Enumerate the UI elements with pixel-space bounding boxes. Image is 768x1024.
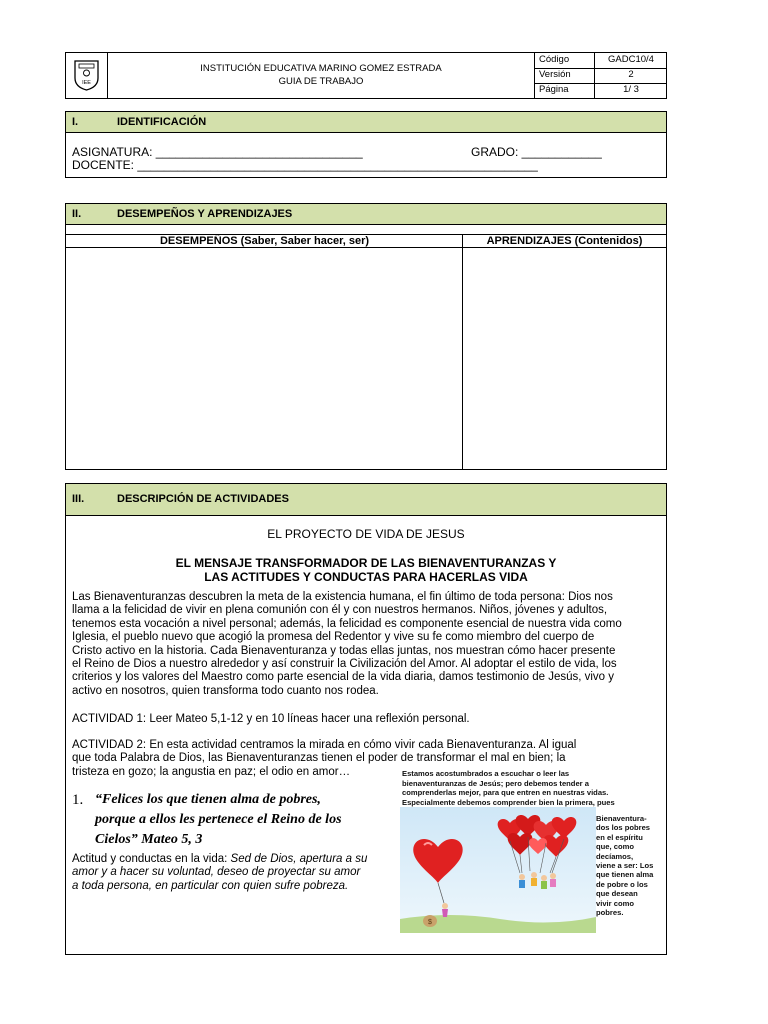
side-line: pobres. <box>596 908 624 918</box>
paragraph-line: activo en nosotros, quien transforma todo cuanto nos rodea. <box>72 684 379 697</box>
school-logo <box>73 58 100 91</box>
paragraph-line: tenemos esta vocación a nivel personal; además, la felicidad es componente esencial de nuestra vida como <box>72 617 622 630</box>
meta-value: 1/ 3 <box>623 84 639 95</box>
paragraph-line: Iglesia, el pueblo nuevo que acogió la promesa del Redentor y vive su fe como miembro del cuerpo de <box>72 631 595 644</box>
logo-cell <box>66 53 108 98</box>
section-number: I. <box>72 116 79 128</box>
side-line: vivir como <box>596 898 634 908</box>
section-actividades <box>65 483 667 955</box>
document-type: GUIA DE TRABAJO <box>278 76 364 87</box>
institution-name: INSTITUCIÓN EDUCATIVA MARINO GOMEZ ESTRADA <box>200 63 442 74</box>
beatitude-quote-line: Cielos” Mateo 5, 3 <box>95 832 203 847</box>
side-line: Bienaventura- <box>596 814 647 823</box>
meta-key: Versión <box>535 68 595 83</box>
paragraph-line: criterios y los valores del Maestro como parte esencial de la vida diaria, damos testimonio de Jesús, vivo y <box>72 671 615 684</box>
meta-row-code <box>535 53 667 69</box>
section-title: DESCRIPCIÓN DE ACTIVIDADES <box>117 493 289 505</box>
illustration-side-text <box>596 814 658 917</box>
section-header <box>66 484 666 516</box>
caption-line: Especialmente debemos comprender bien la primera, pues <box>402 797 615 807</box>
side-line: de pobre o los <box>596 879 648 889</box>
paragraph-line: tristeza en gozo; la angustia en paz; el odio en amor… <box>72 765 351 778</box>
paragraph-line: llama a la felicidad de vivir en plena comunión con él y con nuestros hermanos. Niños, jóvenes y adultos, <box>72 604 608 617</box>
svg-text:$: $ <box>428 919 432 926</box>
desempenos-cell[interactable] <box>66 248 462 469</box>
section-header <box>66 204 666 225</box>
side-line: que, como <box>596 842 634 852</box>
desempenos-column-header: DESEMPEÑOS (Saber, Saber hacer, ser) <box>66 234 463 248</box>
side-line: que desean <box>596 889 638 899</box>
caption-line: comprenderlas mejor, para que entren en nuestras vidas. <box>402 788 609 798</box>
meta-key: Página <box>535 83 595 98</box>
conduct-line: amor y a hacer su voluntad, deseo de proyectar su amor <box>72 866 361 879</box>
section-number: II. <box>72 208 82 220</box>
side-line: dos los pobres <box>596 823 651 833</box>
paragraph-line: el Reino de Dios a nuestro alrededor y así construir la Civilización del Amor. Al adoptar el estilo de vida, los <box>72 658 617 670</box>
paragraph-line: que toda Palabra de Dios, las Bienaventuranzas tienen el poder de transformar el mal en bien; la <box>72 752 566 765</box>
aprendizajes-cell[interactable] <box>463 248 666 469</box>
balloons-illustration <box>400 769 658 933</box>
beatitude-quote-line: “Felices los que tienen alma de pobres, <box>95 792 321 807</box>
section-desempenos <box>65 203 667 470</box>
heading-line-1: EL MENSAJE TRANSFORMADOR DE LAS BIENAVENTURANZAS Y <box>175 556 557 570</box>
conduct-line: a toda persona, en particular con quien sufre pobreza. <box>72 879 349 892</box>
section-identificacion <box>65 111 667 178</box>
side-line: viene a ser: Los <box>596 861 654 871</box>
beatitude-quote-line: porque a ellos les pertenece el Reino de los <box>95 812 342 827</box>
paragraph-line: Cristo activo en la historia. Cada Bienaventuranza y todas ellas juntas, nos muestran cómo hacer presente <box>72 644 616 657</box>
document-meta-table <box>534 53 667 98</box>
conduct-label: Actitud y conductas en la vida: <box>72 853 231 865</box>
svg-text:IEE: IEE <box>82 80 91 86</box>
person <box>442 903 448 909</box>
caption-line: Estamos acostumbrados a escuchar o leer las <box>402 769 570 778</box>
section-title: DESEMPEÑOS Y APRENDIZAJES <box>117 208 293 220</box>
caption-line: bienaventuranzas de Jesús; pero debemos tender a <box>402 778 589 788</box>
paragraph-line: ACTIVIDAD 2: En esta actividad centramos la mirada en cómo vivir cada Bienaventuranza. Al igual <box>72 739 577 751</box>
side-line: decíamos, <box>596 851 634 861</box>
side-line: en el espíritu <box>596 832 643 842</box>
activity-subtitle: EL PROYECTO DE VIDA DE JESUS <box>267 527 465 541</box>
docente-field[interactable]: DOCENTE: ____________________________________________________________ <box>72 158 538 172</box>
asignatura-field[interactable]: ASIGNATURA: _______________________________ <box>72 145 363 159</box>
conduct-text: Sed de Dios, apertura a su <box>230 853 368 865</box>
meta-key: Código <box>535 53 595 68</box>
meta-row-version <box>535 68 667 84</box>
grado-field[interactable]: GRADO: ____________ <box>471 145 602 159</box>
side-line: que tienen alma <box>596 870 654 880</box>
activity-1: ACTIVIDAD 1: Leer Mateo 5,1-12 y en 10 líneas hacer una reflexión personal. <box>72 713 470 725</box>
section-number: III. <box>72 493 85 505</box>
section-header <box>66 112 666 133</box>
institution-block <box>108 53 534 98</box>
meta-value: 2 <box>628 69 634 80</box>
meta-value: GADC10/4 <box>608 54 654 65</box>
document-header <box>65 52 667 99</box>
conduct-line <box>72 853 367 866</box>
heading-line-2: LAS ACTITUDES Y CONDUCTAS PARA HACERLAS VIDA <box>204 570 528 584</box>
aprendizajes-column-header: APRENDIZAJES (Contenidos) <box>463 234 666 248</box>
meta-row-page <box>535 83 667 98</box>
paragraph-line: Las Bienaventuranzas descubren la meta de la existencia humana, el fin último de toda persona: Dios nos <box>72 591 613 603</box>
beatitude-number: 1. <box>72 792 84 808</box>
section-title: IDENTIFICACIÓN <box>117 116 207 128</box>
